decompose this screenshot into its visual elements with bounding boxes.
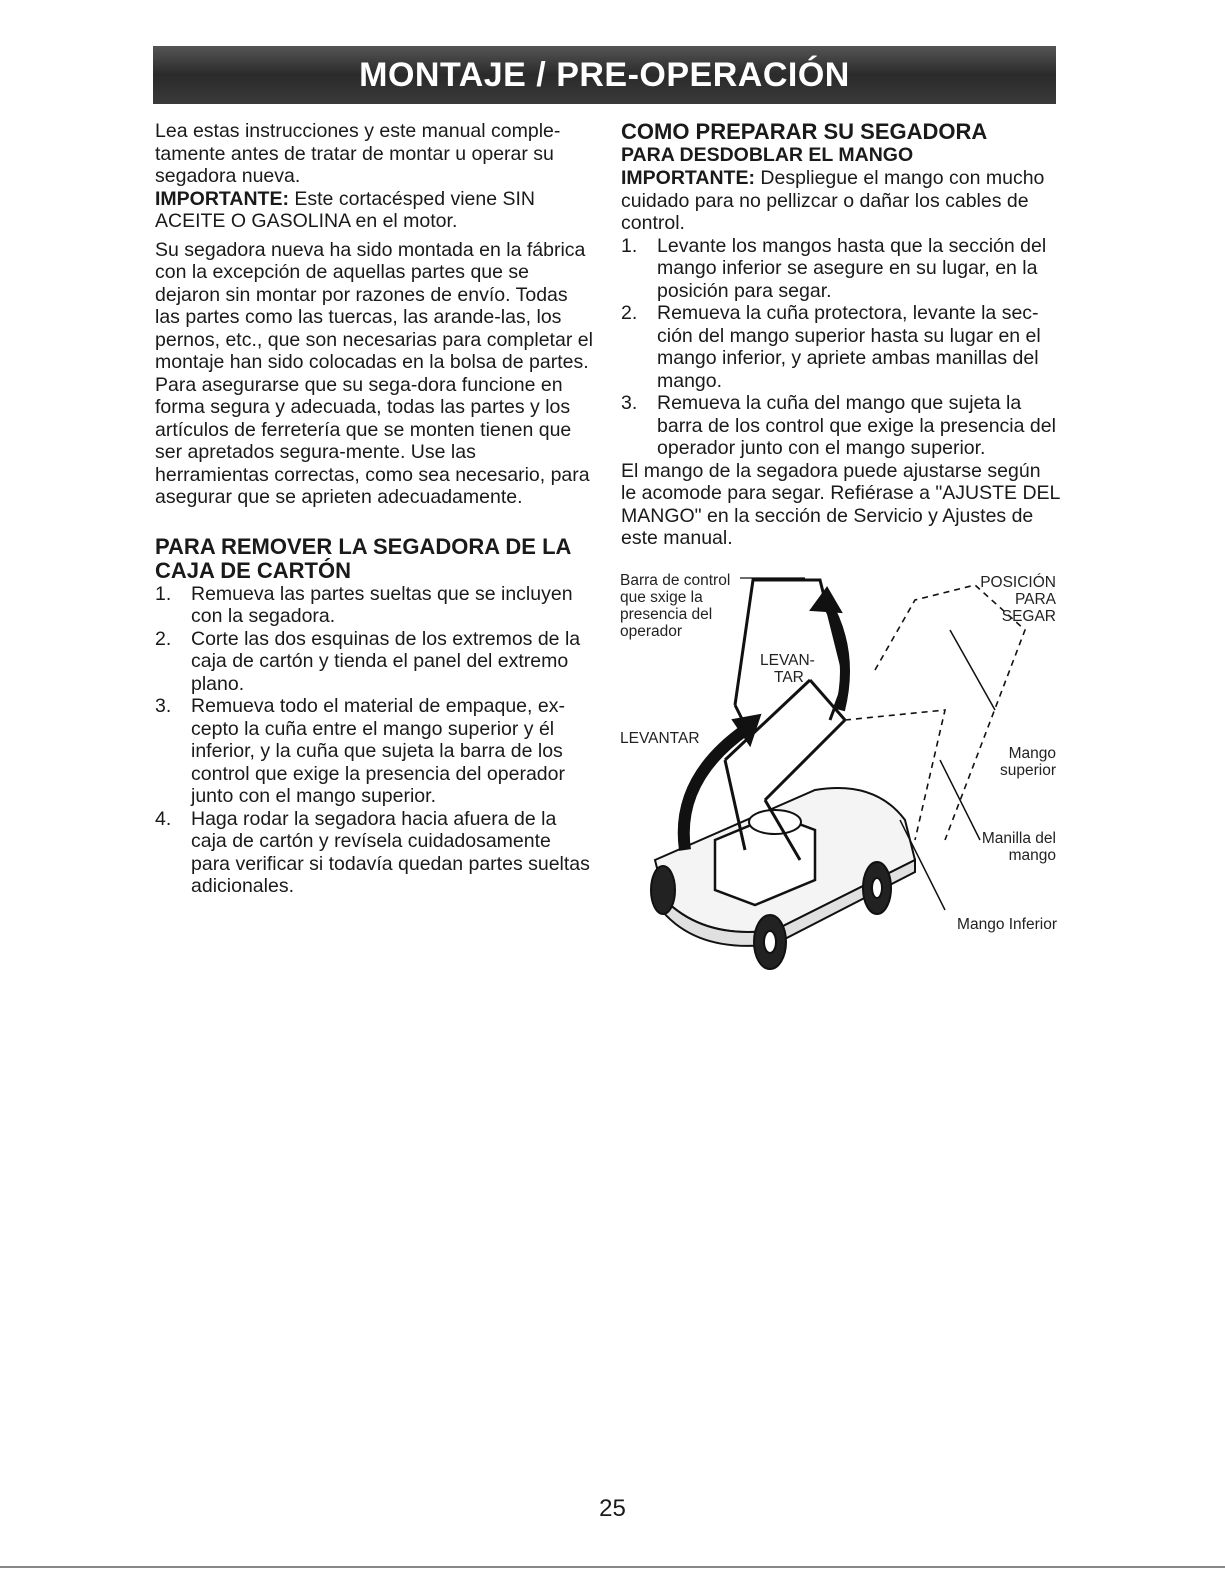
engine-cap bbox=[749, 810, 801, 834]
list-item: 4. Haga rodar la segadora hacia afuera de la caja de cartón y revísela cuidadosamente para verificar si todavía quedan partes sueltas adicionales. bbox=[155, 807, 590, 897]
important-text: Despliegue el mango con mucho cuidado para no pellizcar o dañar los cables de control. bbox=[621, 167, 1045, 234]
important-label: IMPORTANTE: bbox=[155, 187, 289, 210]
label-handle-knob: Manilla del mango bbox=[981, 830, 1056, 864]
page-bottom-rule bbox=[0, 1566, 1225, 1568]
important-label: IMPORTANTE: bbox=[621, 167, 755, 189]
page-number: 25 bbox=[599, 1495, 626, 1522]
list-item: 1. Remueva las partes sueltas que se incluyen con la segadora. bbox=[155, 582, 573, 627]
label-lower-handle: Mango Inferior bbox=[957, 916, 1057, 933]
unfold-steps-list bbox=[621, 235, 1061, 460]
label-upper-handle: Mango superior bbox=[1000, 745, 1056, 779]
subsection-title-unfold: PARA DESDOBLAR EL MANGO bbox=[621, 144, 914, 166]
label-lift-lower: LEVANTAR bbox=[620, 730, 700, 747]
lower-handle bbox=[725, 680, 845, 800]
remove-steps-list bbox=[155, 583, 595, 898]
list-item: 3. Remueva la cuña del mango que sujeta la barra de los control que exige la presencia del operador junto con el mango superior. bbox=[621, 392, 1056, 459]
list-item: 1. Levante los mangos hasta que la sección del mango inferior se asegure en su lugar, en la posición para segar. bbox=[621, 234, 1047, 302]
page-title: MONTAJE / PRE-OPERACIÓN bbox=[359, 55, 850, 94]
important-note bbox=[155, 188, 595, 233]
important-text: Este cortacésped viene SIN ACEITE O GASOLINA en el motor. bbox=[155, 187, 536, 232]
intro-paragraph: Lea estas instrucciones y este manual comple-tamente antes de tratar de montar u operar su segadora nueva. bbox=[155, 120, 561, 187]
label-lift-upper: LEVAN- TAR bbox=[760, 652, 815, 686]
list-item: 2. Remueva la cuña protectora, levante la sec-ción del mango superior hasta su lugar en el mango inferior, y apriete ambas manillas del mango. bbox=[621, 302, 1041, 392]
section-title-remove: PARA REMOVER LA SEGADORA DE LA CAJA DE CARTÓN bbox=[155, 533, 571, 583]
label-position: POSICIÓN PARA SEGAR bbox=[980, 574, 1056, 625]
list-item: 3. Remueva todo el material de empaque, ex-cepto la cuña entre el mango superior y él inferior, y la cuña que sujeta la barra de los control que exige la presencia del operador junto con el mango superior. bbox=[155, 695, 565, 807]
section-banner bbox=[153, 46, 1056, 104]
section-title-prepare: COMO PREPARAR SU SEGADORA bbox=[621, 119, 988, 144]
closing-paragraph: El mango de la segadora puede ajustarse según le acomode para segar. Refiérase a "AJUSTE DEL MANGO" en la sección de Servicio y Ajustes de este manual. bbox=[621, 459, 1060, 549]
mower-handle-diagram bbox=[615, 560, 1060, 980]
wheel-front-left bbox=[651, 866, 675, 914]
assembly-paragraph: Su segadora nueva ha sido montada en la fábrica con la excepción de aquellas partes que se dejaron sin montar por razones de envío. Todas las partes como las tuercas, las arande-las, los pernos, etc., que son necesarias para completar el montaje han sido colocadas en la bolsa de partes. Para asegurarse que su sega-dora funcione en forma segura y adecuada, todas las partes y los artículos de ferretería que se monten tienen que ser apretados segura-mente. Use las herramientas correctas, como sea necesario, para asegurar que se aprieten adecuadamente. bbox=[155, 238, 593, 508]
list-item: 2. Corte las dos esquinas de los extremos de la caja de cartón y tienda el panel del extremo plano. bbox=[155, 627, 581, 695]
left-column bbox=[155, 120, 595, 898]
right-column bbox=[621, 120, 1061, 550]
important-note bbox=[621, 167, 1061, 235]
label-control-bar: Barra de control que sxige la presencia del operador bbox=[620, 572, 731, 640]
